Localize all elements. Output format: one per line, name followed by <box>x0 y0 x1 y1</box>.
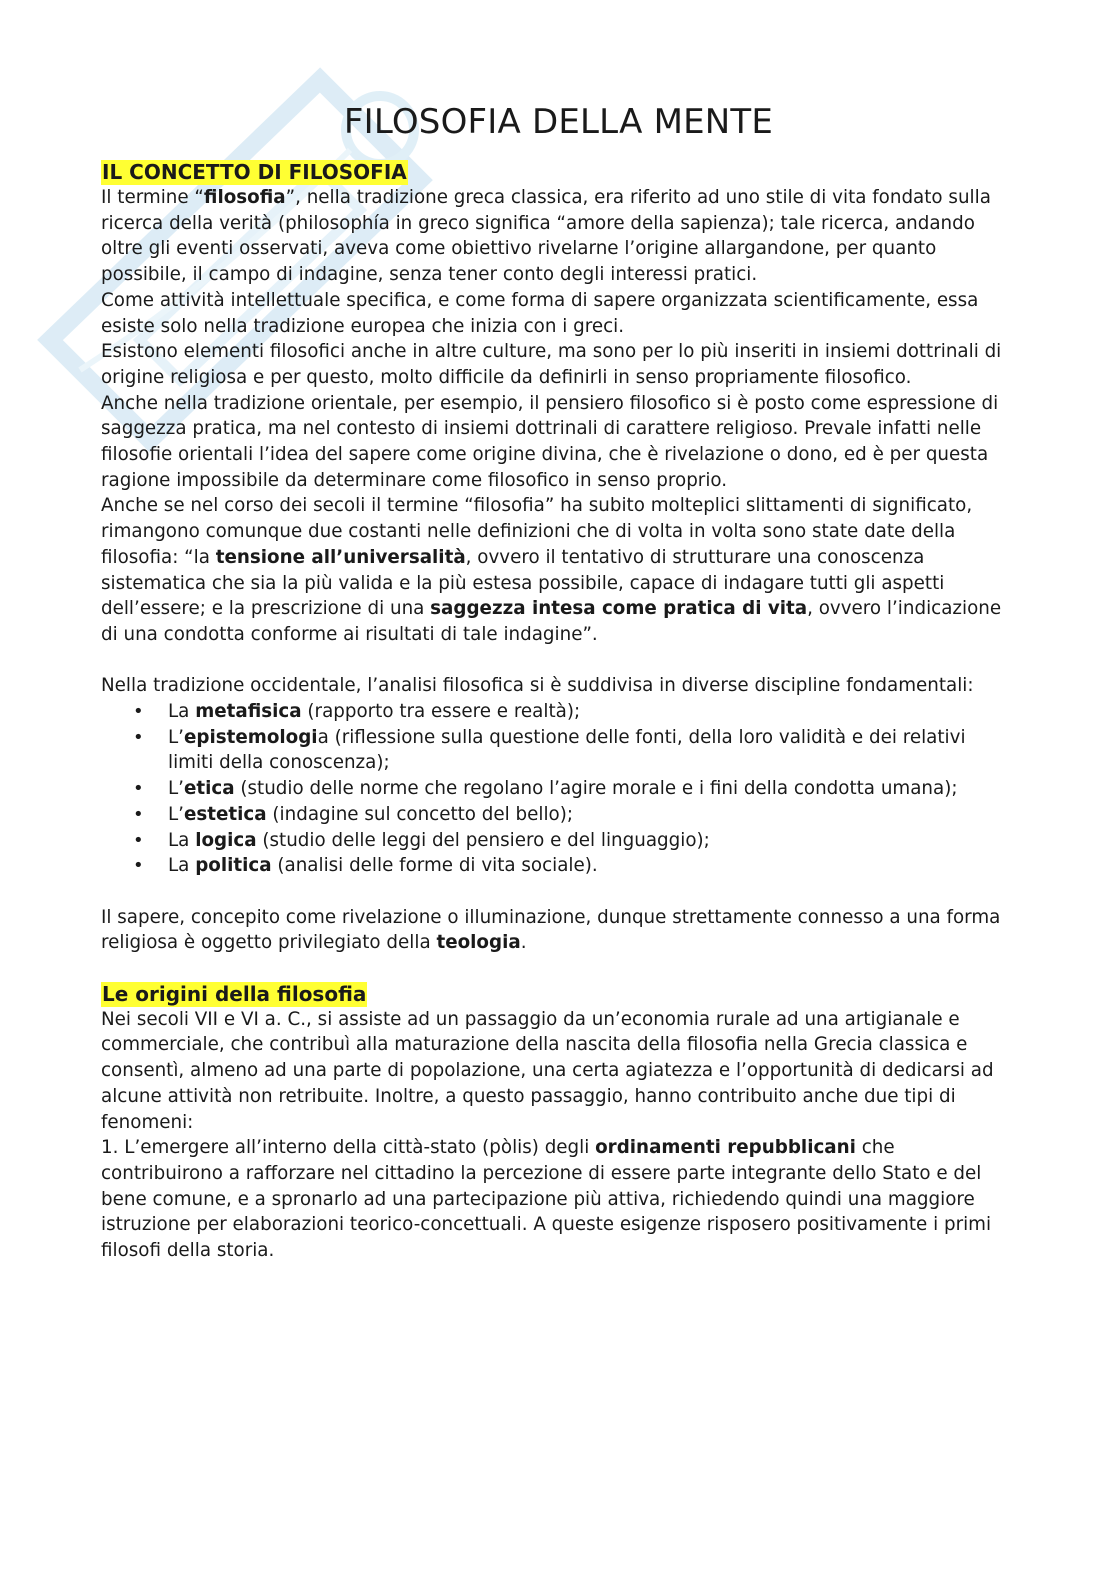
paragraph: 1. L’emergere all’interno della città-stato (pòlis) degli ordinamenti repubblicani che contribuirono a rafforzare nel cittadino la percezione di essere parte integrante dello Stato e del bene comune, e a spronarlo ad una partecipazione più attiva, richiedendo quindi una maggiore istruzione per elaborazioni teorico-concettuali. A queste esigenze risposero positivamente i primi filosofi della storia. <box>101 1137 992 1262</box>
list-item: • L’estetica (indagine sul concetto del bello); <box>168 802 1016 828</box>
paragraph: Anche nella tradizione orientale, per esempio, il pensiero filosofico si è posto come espressione di saggezza pratica, ma nel contesto di insiemi dottrinali di carattere religioso. Prevale infatti nelle filosofie orientali l’idea del sapere come origine divina, che è rivelazione o dono, ed è per questa ragione impossibile da determinare come filosofico in senso proprio. <box>101 392 999 491</box>
list-item: • La politica (analisi delle forme di vita sociale). <box>168 853 1016 879</box>
bullet-icon: • <box>133 778 144 800</box>
list-item: • La logica (studio delle leggi del pensiero e del linguaggio); <box>168 828 1016 854</box>
list-item: • L’epistemologia (riflessione sulla questione delle fonti, della loro validità e dei relativi limiti della conoscenza); <box>133 726 966 774</box>
list-item: • La metafisica (rapporto tra essere e realtà); <box>168 699 1016 725</box>
paragraph: Come attività intellettuale specifica, e come forma di sapere organizzata scientificamente, essa esiste solo nella tradizione europea che inizia con i greci. <box>101 289 979 337</box>
bullet-icon: • <box>133 701 144 723</box>
paragraph: Anche se nel corso dei secoli il termine “filosofia” ha subito molteplici slittamenti di significato, rimangono comunque due costanti nelle definizioni che di volta in volta sono state date della filosofia: “la tensione all’universalità, ovvero il tentativo di strutturare una conoscenza sistematica che sia la più valida e la più estesa possibile, capace di indagare tutti gli aspetti dell’essere; e la prescrizione di una saggezza intesa come pratica di vita, ovvero l’indicazione di una condotta conforme ai risultati di tale indagine”. <box>101 495 1002 645</box>
paragraph: Nella tradizione occidentale, l’analisi filosofica si è suddivisa in diverse discipline fondamentali: <box>101 675 974 697</box>
paragraph: Il sapere, concepito come rivelazione o illuminazione, dunque strettamente connesso a una forma religiosa è oggetto privilegiato della teologia. <box>101 906 1001 954</box>
paragraph: Il termine “filosofia”, nella tradizione greca classica, era riferito ad uno stile di vita fondato sulla ricerca della verità (philosophía in greco significa “amore della sapienza); tale ricerca, andando oltre gli eventi osservati, aveva come obiettivo rivelarne l’origine allargandone, per quanto possibile, il campo di indagine, senza tener conto degli interessi pratici. <box>101 187 991 286</box>
bullet-icon: • <box>133 726 144 748</box>
document-page <box>101 100 1016 1264</box>
paragraph: Esistono elementi filosofici anche in altre culture, ma sono per lo più inseriti in insiemi dottrinali di origine religiosa e per questo, molto difficile da definirli in senso propriamente filosofico. <box>101 341 1002 388</box>
document-title: FILOSOFIA DELLA MENTE <box>343 102 774 142</box>
list-item: • L’etica (studio delle norme che regolano l’agire morale e i fini della condotta umana); <box>168 776 1016 802</box>
section-heading-concetto: IL CONCETTO DI FILOSOFIA <box>102 160 407 184</box>
bullet-icon: • <box>133 829 144 851</box>
paragraph: Nei secoli VII e VI a. C., si assiste ad un passaggio da un’economia rurale ad una artigianale e commerciale, che contribuì alla maturazione della nascita della filosofia nella Grecia classica e consentì, almeno ad una parte di popolazione, una certa agiatezza e l’opportunità di dedicarsi ad alcune attività non retribuite. Inoltre, a questo passaggio, hanno contribuito anche due tipi di fenomeni: <box>101 1008 994 1133</box>
bullet-icon: • <box>133 803 144 825</box>
section-heading-origini: Le origini della filosofia <box>102 981 367 1006</box>
disciplines-list <box>101 699 1016 879</box>
bullet-icon: • <box>133 855 144 877</box>
